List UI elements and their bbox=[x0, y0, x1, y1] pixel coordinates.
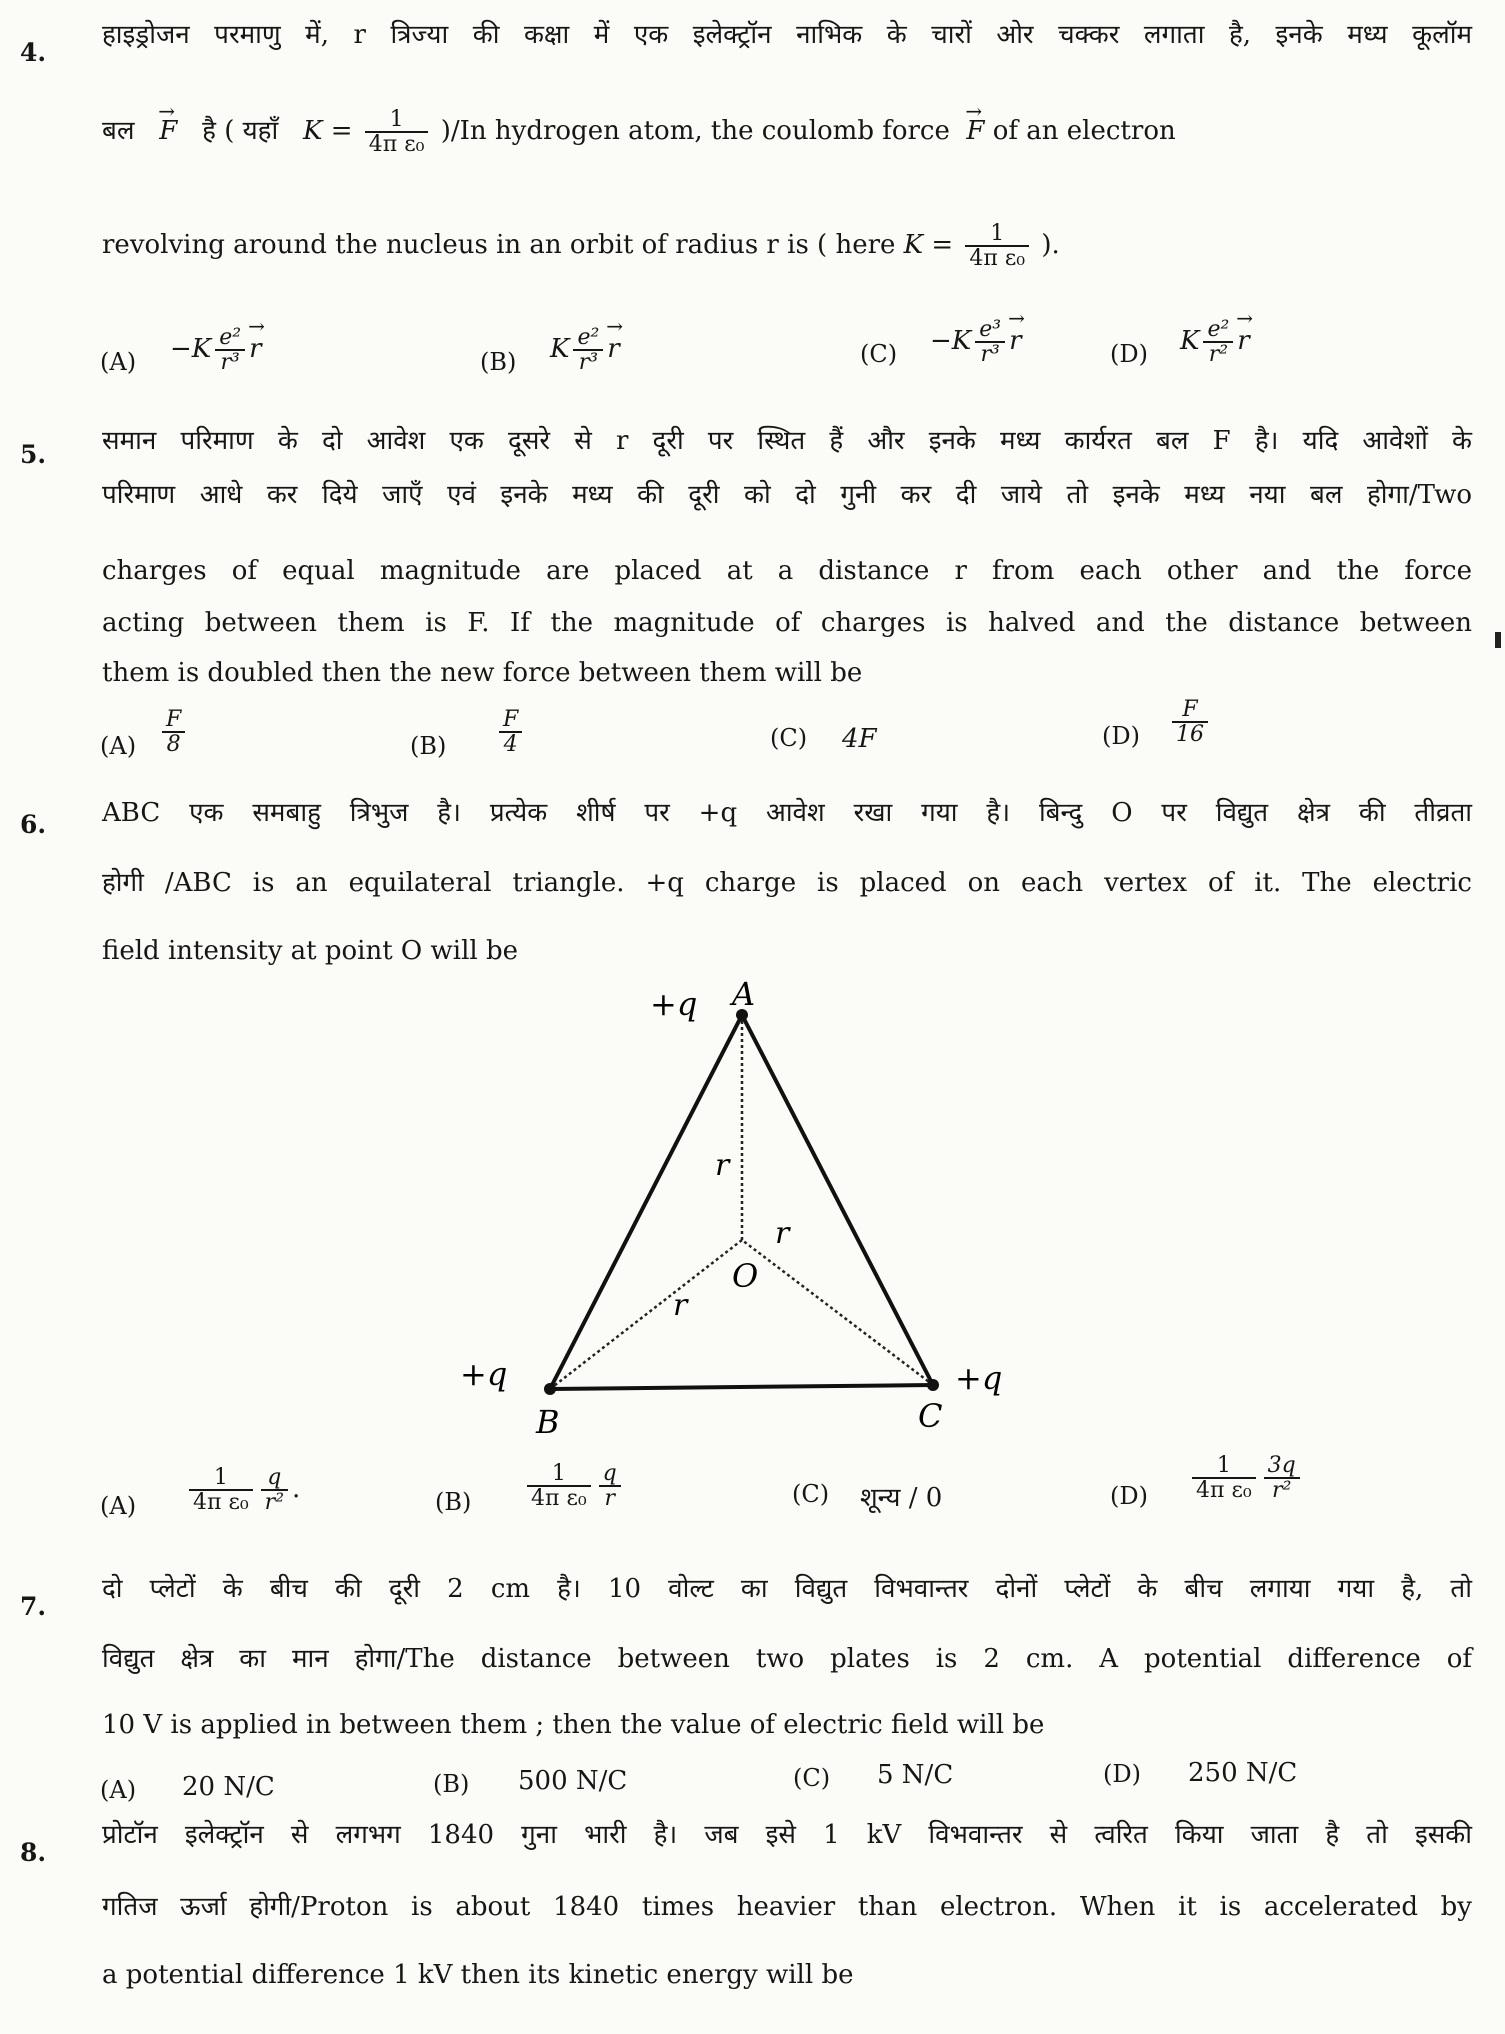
option-value bbox=[1188, 1454, 1304, 1502]
vector-r: → r bbox=[1237, 326, 1249, 356]
frac-num: e² bbox=[1203, 318, 1233, 343]
option-label: (A) bbox=[100, 732, 137, 760]
frac-num: F bbox=[1172, 698, 1208, 723]
radius-label-co: r bbox=[775, 1216, 790, 1251]
question-number-5: 5. bbox=[20, 440, 47, 469]
q8-line3: a potential difference 1 kV then its kinetic energy will be bbox=[102, 1960, 854, 1990]
frac-num: e² bbox=[215, 326, 245, 351]
equilateral-triangle-figure bbox=[440, 975, 1080, 1445]
q4-options bbox=[100, 317, 1480, 392]
q7-line2: विद्युत क्षेत्र का मान होगा/The distance between two plates is 2 cm. A potential difference of bbox=[102, 1644, 1472, 1674]
frac-den: 4 bbox=[503, 732, 518, 758]
fraction bbox=[1203, 318, 1233, 366]
frac-den: 4π ε₀ bbox=[969, 246, 1026, 272]
fraction bbox=[573, 326, 603, 374]
q4-k-eq: K = bbox=[303, 116, 353, 147]
option-value bbox=[1168, 698, 1212, 746]
frac-den: 4π ε₀ bbox=[531, 1486, 587, 1512]
q4-text-line3 bbox=[102, 222, 1472, 270]
frac-num: 3q bbox=[1264, 1454, 1300, 1479]
line-bo bbox=[550, 1240, 742, 1389]
sign: K bbox=[1180, 326, 1200, 357]
option-label: (A) bbox=[100, 1492, 137, 1520]
q6-line1: ABC एक समबाहु त्रिभुज है। प्रत्येक शीर्ष पर +q आवेश रखा गया है। बिन्दु O पर विद्युत क्षेत्र की तीव्रता bbox=[102, 798, 1472, 828]
q4-bal: बल bbox=[102, 116, 135, 147]
frac-num: q bbox=[261, 1466, 288, 1491]
sign: −K bbox=[170, 334, 212, 365]
side-bc bbox=[550, 1385, 933, 1389]
fraction bbox=[499, 708, 522, 756]
option-label: (B) bbox=[433, 1770, 470, 1798]
q5-line1: समान परिमाण के दो आवेश एक दूसरे से r दूरी पर स्थित हैं और इनके मध्य कार्यरत बल F है। यदि आवेशों के bbox=[102, 426, 1472, 456]
q4-vector-f-2: → F bbox=[966, 114, 984, 148]
q4-english-1: )/In hydrogen atom, the coulomb force bbox=[440, 116, 950, 147]
q6-line2: होगी /ABC is an equilateral triangle. +q charge is placed on each vertex of it. The electric bbox=[102, 868, 1472, 898]
charge-b-dot bbox=[544, 1383, 556, 1395]
option-label: (C) bbox=[793, 1764, 831, 1792]
frac-den: 4π ε₀ bbox=[1196, 1478, 1252, 1504]
option-label: (C) bbox=[860, 340, 898, 368]
frac-den: r³ bbox=[980, 342, 1000, 368]
frac-den: r² bbox=[1208, 342, 1229, 368]
q4-vector-f: → F bbox=[159, 114, 177, 148]
side-ab bbox=[550, 1015, 742, 1389]
fraction bbox=[215, 326, 245, 374]
question-number-7: 7. bbox=[20, 1592, 47, 1621]
q5-options bbox=[100, 697, 1480, 776]
option-value bbox=[1180, 318, 1250, 366]
center-o-label: O bbox=[732, 1257, 759, 1295]
option-value bbox=[185, 1466, 300, 1514]
frac-den: r² bbox=[264, 1490, 285, 1516]
option-value bbox=[158, 708, 189, 756]
q6-line3: field intensity at point O will be bbox=[102, 936, 519, 966]
option-label: (B) bbox=[410, 732, 447, 760]
option-value: 250 N/C bbox=[1188, 1758, 1298, 1788]
option-value: 20 N/C bbox=[182, 1772, 275, 1802]
option-label: (A) bbox=[100, 348, 137, 376]
frac-den: r bbox=[604, 1486, 615, 1512]
frac-den: 4π ε₀ bbox=[368, 132, 425, 158]
question-number-4: 4. bbox=[20, 38, 47, 67]
option-value bbox=[170, 326, 262, 374]
frac-den: 8 bbox=[166, 732, 181, 758]
option-value bbox=[495, 708, 526, 756]
q5-line5: them is doubled then the new force between them will be bbox=[102, 658, 863, 688]
frac-num: 1 bbox=[1192, 1454, 1256, 1479]
option-label: (C) bbox=[770, 724, 808, 752]
q4-text-line2 bbox=[102, 108, 1472, 156]
q-fraction bbox=[1264, 1454, 1300, 1502]
option-label: (A) bbox=[100, 1776, 137, 1804]
q4-text-hindi: हाइड्रोजन परमाणु में, r त्रिज्या की कक्षा में एक इलेक्ट्रॉन नाभिक के चारों ओर चक्कर लगाता है, इनके मध्य कूलॉम bbox=[102, 20, 1472, 50]
frac-den: r³ bbox=[220, 350, 240, 376]
question-number-8: 8. bbox=[20, 1838, 47, 1867]
option-value: 5 N/C bbox=[877, 1760, 954, 1790]
frac-den: r³ bbox=[578, 350, 599, 376]
frac-num: q bbox=[599, 1462, 621, 1487]
sign: −K bbox=[930, 326, 972, 357]
radius-label-bo: r bbox=[673, 1288, 688, 1323]
q4-k-eq-2: K = bbox=[903, 230, 954, 261]
vector-r: → r bbox=[1009, 326, 1021, 356]
frac-num: e³ bbox=[975, 318, 1005, 343]
q8-line1: प्रोटॉन इलेक्ट्रॉन से लगभग 1840 गुना भारी है। जब इसे 1 kV विभवान्तर से त्वरित किया जाता है तो इसकी bbox=[102, 1820, 1472, 1850]
option-value bbox=[523, 1462, 625, 1510]
radius-label-ao: r bbox=[715, 1148, 730, 1183]
frac-num: 1 bbox=[189, 1466, 253, 1491]
q4-k-fraction bbox=[365, 108, 429, 156]
frac-num: e² bbox=[573, 326, 603, 351]
charge-c-dot bbox=[927, 1379, 939, 1391]
option-value: 4F bbox=[842, 724, 877, 754]
fraction bbox=[162, 708, 185, 756]
sign: K bbox=[550, 334, 570, 365]
q7-line3: 10 V is applied in between them ; then the value of electric field will be bbox=[102, 1710, 1045, 1740]
vector-r: → r bbox=[607, 334, 619, 364]
q8-line2: गतिज ऊर्जा होगी/Proton is about 1840 times heavier than electron. When it is accelerated by bbox=[102, 1892, 1472, 1922]
q5-line3: charges of equal magnitude are placed at a distance r from each other and the force bbox=[102, 556, 1472, 586]
option-value bbox=[930, 318, 1022, 366]
q4-english-3: revolving around the nucleus in an orbit of radius r is ( here bbox=[102, 230, 896, 261]
fraction bbox=[1172, 698, 1208, 746]
question-number-6: 6. bbox=[20, 810, 47, 839]
option-label: (D) bbox=[1110, 340, 1148, 368]
vertex-b-label: B bbox=[536, 1403, 560, 1441]
line-co bbox=[742, 1240, 933, 1385]
frac-den: 16 bbox=[1176, 722, 1204, 748]
k-fraction bbox=[189, 1466, 253, 1514]
option-label: (B) bbox=[480, 348, 517, 376]
frac-den: 4π ε₀ bbox=[193, 1490, 249, 1516]
triangle-svg bbox=[440, 975, 1080, 1445]
option-label: (B) bbox=[435, 1488, 472, 1516]
frac-den: r² bbox=[1272, 1478, 1292, 1504]
margin-mark bbox=[1495, 632, 1501, 648]
q5-line4: acting between them is F. If the magnitude of charges is halved and the distance between bbox=[102, 608, 1472, 638]
option-value: शून्य / 0 bbox=[860, 1483, 943, 1513]
charge-a-label: +q bbox=[650, 985, 698, 1023]
q7-line1: दो प्लेटों के बीच की दूरी 2 cm है। 10 वोल्ट का विद्युत विभवान्तर दोनों प्लेटों के बीच लगाया गया है, तो bbox=[102, 1574, 1472, 1604]
frac-num: 1 bbox=[365, 108, 429, 133]
option-label: (D) bbox=[1110, 1482, 1148, 1510]
frac-num: 1 bbox=[965, 222, 1029, 247]
option-value bbox=[550, 326, 620, 374]
q5-line2: परिमाण आधे कर दिये जाएँ एवं इनके मध्य की दूरी को दो गुनी कर दी जाये तो इनके मध्य नया बल होगा/Two bbox=[102, 480, 1472, 510]
frac-num: F bbox=[162, 708, 185, 733]
frac-num: F bbox=[499, 708, 522, 733]
tail: . bbox=[292, 1474, 301, 1505]
option-value: 500 N/C bbox=[518, 1766, 628, 1796]
fraction bbox=[975, 318, 1005, 366]
q-fraction bbox=[261, 1466, 288, 1514]
frac-num: 1 bbox=[527, 1462, 591, 1487]
charge-c-label: +q bbox=[955, 1359, 1003, 1397]
vertex-a-label: A bbox=[732, 975, 756, 1013]
option-label: (C) bbox=[792, 1480, 830, 1508]
option-label: (D) bbox=[1103, 1760, 1141, 1788]
vertex-c-label: C bbox=[918, 1397, 943, 1435]
q4-yahan: है ( यहाँ bbox=[202, 116, 279, 147]
option-label: (D) bbox=[1102, 722, 1140, 750]
k-fraction bbox=[527, 1462, 591, 1510]
side-ac bbox=[742, 1015, 933, 1385]
charge-b-label: +q bbox=[460, 1355, 508, 1393]
vector-r: → r bbox=[249, 334, 261, 364]
q4-k-fraction-2 bbox=[965, 222, 1029, 270]
q6-options bbox=[100, 1453, 1480, 1536]
q4-english-4: ). bbox=[1041, 230, 1060, 261]
q4-english-2: of an electron bbox=[992, 116, 1176, 147]
k-fraction bbox=[1192, 1454, 1256, 1502]
q-fraction bbox=[599, 1462, 621, 1510]
